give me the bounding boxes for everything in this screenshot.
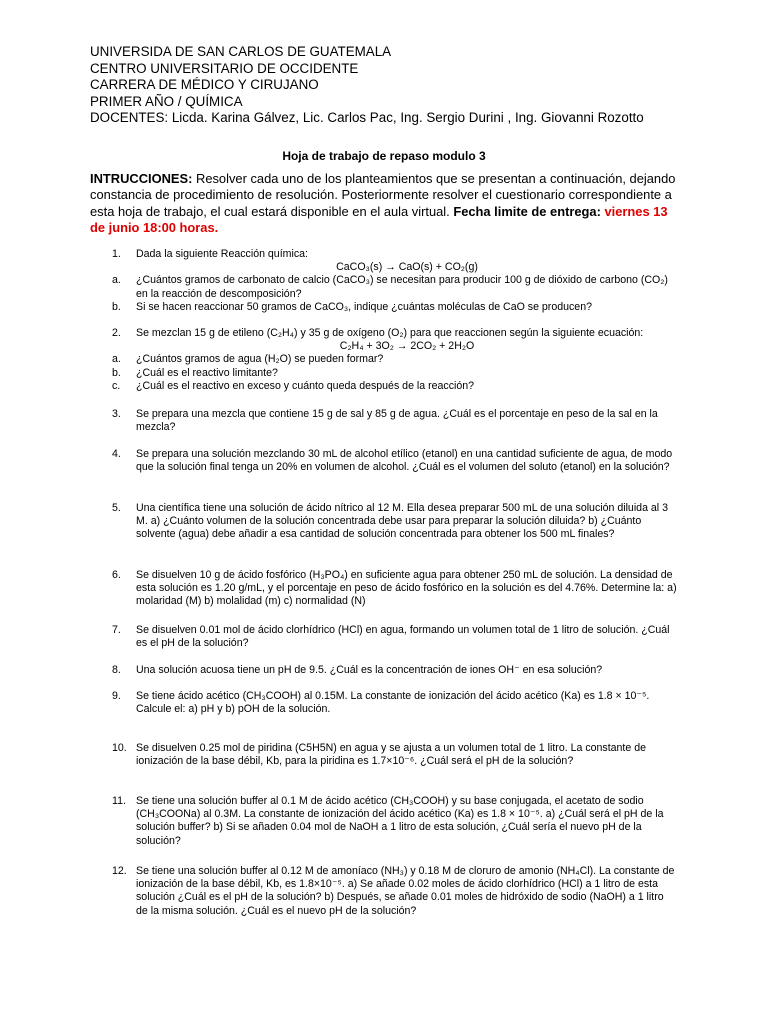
question-text: Se disuelven 0.01 mol de ácido clorhídrico (HCl) en agua, formando un volumen total de 1 litro de solución. ¿Cuál es el pH de la solución? xyxy=(136,624,670,650)
question-number: 9. xyxy=(112,690,121,702)
question-number: 1. xyxy=(112,248,121,260)
question-5 xyxy=(112,502,678,542)
worksheet-title: Hoja de trabajo de repaso modulo 3 xyxy=(282,149,486,163)
question-text: Se mezclan 15 g de etileno (C₂H₄) y 35 g de oxígeno (O₂) para que reaccionen según la siguiente ecuación: xyxy=(136,327,644,339)
question-text: Se tiene una solución buffer al 0.12 M de amoníaco (NH₃) y 0.18 M de cloruro de amonio (NH₄Cl). La constante de ionización de la base débil, Kb, es 1.8×10⁻⁵. a) Se añade 0.02 moles de ácido clorhídrico (HCl) a 1 litro de esta solución ¿Cuál es el pH de la solución? b) Después, se añade 0.01 moles de hidróxido de sodio (NaOH) a 1 litro de la misma solución. ¿Cuál es el nuevo pH de la solución? xyxy=(136,865,675,917)
question-number: 4. xyxy=(112,448,121,460)
question-12 xyxy=(112,865,678,918)
question-text: Una científica tiene una solución de ácido nítrico al 12 M. Ella desea preparar 500 mL de una solución diluida al 3 M. a) ¿Cuánto volumen de la solución concentrada debe usar para preparar la solución diluida? b) ¿Cuánto solvente (agua) debe añadir a esa cantidad de solución concentrada para obtener los 500 mL finales? xyxy=(136,502,668,541)
header-university: UNIVERSIDA DE SAN CARLOS DE GUATEMALA xyxy=(90,44,392,59)
question-number: 8. xyxy=(112,664,121,676)
question-11 xyxy=(112,795,678,848)
question-text: Se prepara una mezcla que contiene 15 g de sal y 85 g de agua. ¿Cuál es el porcentaje en peso de la sal en la mezcla? xyxy=(136,408,658,434)
document-header xyxy=(90,44,644,127)
part-letter: a. xyxy=(112,353,121,366)
part-text: Si se hacen reaccionar 50 gramos de CaCO₃, indique ¿cuántas moléculas de CaO se producen? xyxy=(136,300,592,313)
question-number: 5. xyxy=(112,502,121,514)
header-career: CARRERA DE MÉDICO Y CIRUJANO xyxy=(90,77,319,93)
part-text: ¿Cuántos gramos de carbonato de calcio (CaCO₃) se necesitan para producir 100 g de dióxido de carbono (CO₂) en la reacción de descomposición? xyxy=(136,274,668,300)
question-text: Se tiene una solución buffer al 0.1 M de ácido acético (CH₃COOH) y su base conjugada, el acetato de sodio (CH₃COONa) al 0.3M. La constante de ionización del ácido acético (Ka) es 1.8 × 10⁻⁵. a) ¿Cuál será el pH de la solución buffer? b) Si se añaden 0.04 mol de NaOH a 1 litro de esta solución, ¿Cuál sería el nuevo pH de la solución? xyxy=(136,795,664,847)
part-text: ¿Cuál es el reactivo limitante? xyxy=(136,366,278,379)
question-text: Se disuelven 0.25 mol de piridina (C5H5N) en agua y se ajusta a un volumen total de 1 litro. La constante de ionización de la base débil, Kb, para la piridina es 1.7×10⁻⁶. ¿Cuál será el pH de la solución? xyxy=(136,742,646,768)
question-number: 6. xyxy=(112,569,121,581)
question-text: Se disuelven 10 g de ácido fosfórico (H₃PO₄) en suficiente agua para obtener 250 mL de solución. La densidad de esta solución es 1.20 g/mL, y el porcentaje en peso de ácido fosfórico en la solución es del 4.76%. Determine la: a) molaridad (M) b) molalidad (m) c) normalidad (N) xyxy=(136,569,677,608)
question-10 xyxy=(112,742,678,768)
part-text: ¿Cuántos gramos de agua (H₂O) se pueden formar? xyxy=(136,353,384,366)
deadline-date: viernes 13 de junio 18:00 horas. xyxy=(90,203,668,236)
part-letter: a. xyxy=(112,274,121,287)
header-teachers: DOCENTES: Licda. Karina Gálvez, Lic. Carlos Pac, Ing. Sergio Durini , Ing. Giovanni Rozotto xyxy=(90,110,644,126)
question-text: Se tiene ácido acético (CH₃COOH) al 0.15M. La constante de ionización del ácido acético (Ka) es 1.8 × 10⁻⁵. Calcule el: a) pH y b) pOH de la solución. xyxy=(136,690,650,716)
question-text: Se prepara una solución mezclando 30 mL de alcohol etílico (etanol) en una cantidad suficiente de agua, de modo que la solución final tenga un 20% en volumen de alcohol. ¿Cuál es el volumen del soluto (etanol) en la solución? xyxy=(136,448,673,474)
question-2 xyxy=(112,327,678,393)
question-text: Una solución acuosa tiene un pH de 9.5. ¿Cuál es la concentración de iones OH⁻ en esa solución? xyxy=(136,664,603,676)
question-part-a xyxy=(112,274,678,300)
deadline-label: Fecha limite de entrega: xyxy=(453,203,605,219)
question-text: Dada la siguiente Reacción química: xyxy=(136,248,308,260)
part-letter: b. xyxy=(112,366,121,379)
header-course: PRIMER AÑO / QUÍMICA xyxy=(90,93,243,109)
part-letter: b. xyxy=(112,300,121,313)
question-1 xyxy=(112,248,678,314)
question-number: 3. xyxy=(112,408,121,420)
question-9 xyxy=(112,690,678,716)
instructions-label: INTRUCCIONES: xyxy=(90,171,193,186)
part-letter: c. xyxy=(112,379,121,392)
question-6 xyxy=(112,569,678,609)
question-4 xyxy=(112,448,678,474)
question-number: 7. xyxy=(112,624,121,636)
instructions-text: Resolver cada uno de los planteamientos que se presentan a continuación, dejando constancia de procedimiento de resolución. Posteriormente resolver el cuestionario correspondiente a esta hoja de trabajo, el cual estará disponible en el aula virtual. xyxy=(90,171,676,219)
header-center: CENTRO UNIVERSITARIO DE OCCIDENTE xyxy=(90,60,359,76)
question-number: 2. xyxy=(112,327,121,339)
question-number: 10. xyxy=(112,742,127,754)
question-7 xyxy=(112,624,678,650)
question-equation: C₂H₄ + 3O₂ → 2CO₂ + 2H₂O xyxy=(339,340,475,353)
part-text: ¿Cuál es el reactivo en exceso y cuánto queda después de la reacción? xyxy=(136,379,475,392)
instructions xyxy=(90,171,678,237)
question-part-b xyxy=(112,367,678,380)
question-part-a xyxy=(112,353,678,366)
question-part-c xyxy=(112,380,678,393)
question-part-b xyxy=(112,301,678,314)
question-number: 11. xyxy=(112,795,126,807)
question-equation: CaCO₃(s) → CaO(s) + CO₂(g) xyxy=(336,261,478,274)
question-number: 12. xyxy=(112,865,127,877)
question-3 xyxy=(112,408,678,434)
question-8 xyxy=(112,664,678,677)
